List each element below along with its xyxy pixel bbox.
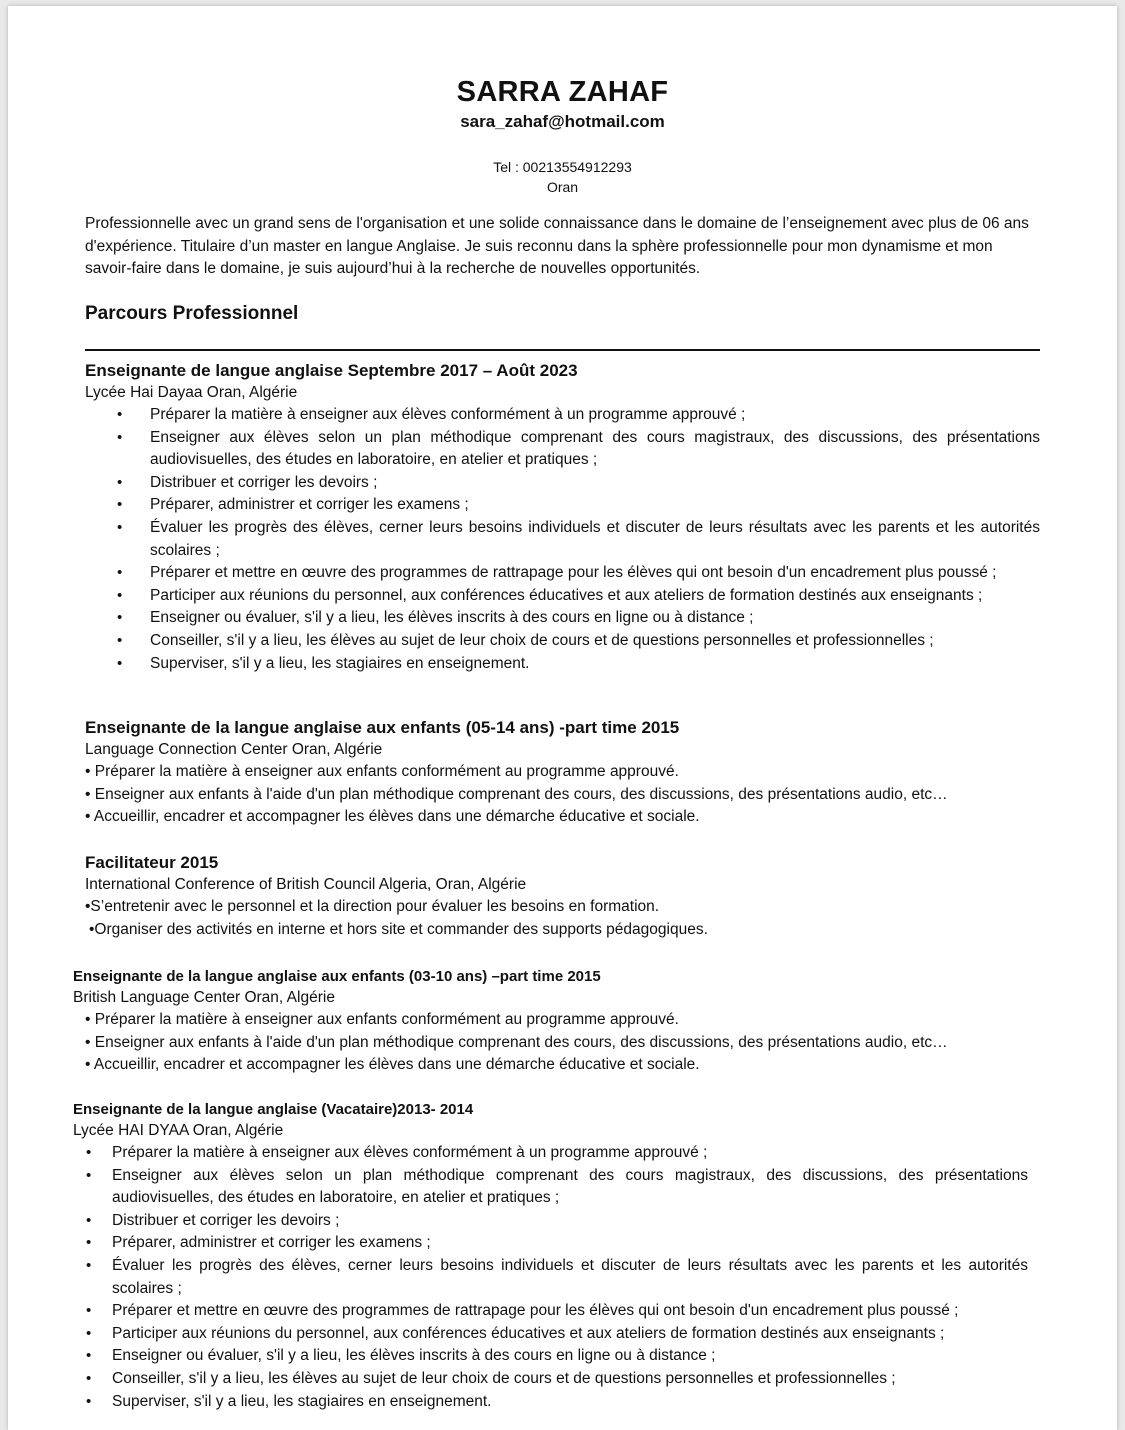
section-title: Parcours Professionnel	[85, 303, 299, 324]
list-item	[85, 585, 1040, 608]
job-duties-list	[85, 896, 1040, 941]
bullet-icon: •	[86, 1302, 92, 1320]
bullet-icon: •	[117, 496, 123, 514]
list-item	[73, 1391, 1028, 1414]
duty-text: Superviser, s'il y a lieu, les stagiaires en enseignement.	[150, 654, 530, 672]
bullet-icon: •	[86, 1324, 92, 1342]
duty-text: Enseigner aux élèves selon un plan méthodique comprenant des cours magistraux, des discussions, des présentations audiovisuelles, des études en laboratoire, en atelier et pratiques ;	[112, 1166, 1028, 1207]
list-item	[73, 1345, 1028, 1368]
list-item: • Préparer la matière à enseigner aux enfants conformément au programme approuvé.	[85, 1011, 679, 1028]
duty-text: Participer aux réunions du personnel, aux conférences éducatives et aux ateliers de formation destinés aux enseignants ;	[112, 1324, 945, 1342]
list-item	[85, 427, 1040, 472]
job-entry	[73, 1099, 1028, 1413]
bullet-icon: •	[117, 631, 123, 649]
list-item: • Accueillir, encadrer et accompagner les élèves dans une démarche éducative et sociale.	[85, 1056, 700, 1073]
duty-text: Participer aux réunions du personnel, aux conférences éducatives et aux ateliers de formation destinés aux enseignants ;	[150, 586, 983, 604]
duty-text: Enseigner ou évaluer, s'il y a lieu, les élèves inscrits à des cours en ligne ou à distance ;	[112, 1347, 716, 1365]
duty-text: Préparer et mettre en œuvre des programmes de rattrapage pour les élèves qui ont besoin d'un encadrement plus poussé ;	[150, 564, 997, 582]
job-organization: Language Connection Center Oran, Algérie	[85, 741, 383, 758]
bullet-icon: •	[117, 654, 123, 672]
job-duties-list	[73, 1009, 1040, 1077]
list-item	[85, 607, 1040, 630]
job-organization: Lycée Hai Dayaa Oran, Algérie	[85, 384, 298, 401]
list-item	[73, 1165, 1028, 1210]
bullet-icon: •	[86, 1211, 92, 1229]
list-item: • Enseigner aux enfants à l'aide d'un plan méthodique comprenant des cours, des discussions, des présentations audio, etc…	[85, 1033, 948, 1051]
list-item	[73, 1142, 1028, 1165]
job-organization: British Language Center Oran, Algérie	[73, 989, 335, 1006]
bullet-icon: •	[86, 1166, 92, 1184]
list-item	[85, 653, 1040, 676]
bullet-icon: •	[86, 1256, 92, 1274]
duty-text: Préparer et mettre en œuvre des programmes de rattrapage pour les élèves qui ont besoin d'un encadrement plus poussé ;	[112, 1302, 959, 1320]
duty-text: Distribuer et corriger les devoirs ;	[112, 1211, 340, 1229]
job-duties-list	[73, 1142, 1028, 1413]
job-entry	[73, 966, 1040, 1077]
duty-text: Conseiller, s'il y a lieu, les élèves au sujet de leur choix de cours et de questions personnelles et professionnelles ;	[150, 631, 934, 649]
resume-page	[8, 6, 1117, 1430]
job-title: Enseignante de la langue anglaise aux enfants (03-10 ans) –part time 2015	[73, 968, 601, 985]
list-item	[73, 1323, 1028, 1346]
bullet-icon: •	[117, 428, 123, 446]
list-item: •Organiser des activités en interne et hors site et commander des supports pédagogiques.	[89, 920, 708, 938]
bullet-icon: •	[117, 406, 123, 423]
job-entry	[85, 716, 1040, 829]
duty-text: Conseiller, s'il y a lieu, les élèves au sujet de leur choix de cours et de questions personnelles et professionnelles ;	[112, 1369, 896, 1387]
duty-text: Évaluer les progrès des élèves, cerner leurs besoins individuels et discuter de leurs résultats avec les parents et les autorités scolaires ;	[112, 1256, 1028, 1297]
duty-text: Préparer la matière à enseigner aux élèves conformément à un programme approuvé ;	[150, 406, 746, 423]
bullet-icon: •	[117, 609, 123, 627]
duty-text: Préparer, administrer et corriger les examens ;	[150, 496, 469, 514]
list-item	[85, 404, 1040, 427]
duty-text: Préparer, administrer et corriger les examens ;	[112, 1234, 431, 1252]
list-item	[73, 1232, 1028, 1255]
phone-number: Tel : 00213554912293	[493, 159, 632, 175]
list-item	[85, 562, 1040, 585]
bullet-icon: •	[117, 564, 123, 582]
job-organization: International Conference of British Council Algeria, Oran, Algérie	[85, 876, 527, 893]
list-item: • Préparer la matière à enseigner aux enfants conformément au programme approuvé.	[85, 763, 679, 780]
bullet-icon: •	[117, 473, 123, 491]
bullet-icon: •	[86, 1392, 92, 1410]
bullet-icon: •	[86, 1369, 92, 1387]
professional-summary: Professionnelle avec un grand sens de l'organisation et une solide connaissance dans le domaine de l’enseignement avec plus de 06 ans d'expérience. Titulaire d’un master en langue Anglaise. Je suis reconnu dans la sphère professionnelle pour mon dynamisme et mon savoir-faire dans le domaine, je suis aujourd’hui à la recherche de nouvelles opportunités.	[85, 215, 1029, 277]
duty-text: Préparer la matière à enseigner aux élèves conformément à un programme approuvé ;	[112, 1144, 708, 1161]
email-address: sara_zahaf@hotmail.com	[460, 112, 665, 131]
job-entry	[85, 851, 1040, 941]
candidate-name: SARRA ZAHAF	[456, 76, 669, 108]
duty-text: Enseigner ou évaluer, s'il y a lieu, les élèves inscrits à des cours en ligne ou à distance ;	[150, 609, 754, 627]
list-item	[73, 1210, 1028, 1233]
duty-text: Enseigner aux élèves selon un plan méthodique comprenant des cours magistraux, des discussions, des présentations audiovisuelles, des études en laboratoire, en atelier et pratiques ;	[150, 428, 1040, 469]
bullet-icon: •	[86, 1144, 92, 1161]
list-item	[73, 1255, 1028, 1300]
list-item	[85, 630, 1040, 653]
list-item: • Accueillir, encadrer et accompagner les élèves dans une démarche éducative et sociale.	[85, 808, 700, 825]
job-duties-list	[85, 761, 1040, 829]
section-divider	[85, 349, 1040, 351]
bullet-icon: •	[86, 1234, 92, 1252]
list-item	[85, 517, 1040, 562]
job-title: Enseignante de la langue anglaise aux enfants (05-14 ans) -part time 2015	[85, 718, 680, 737]
bullet-icon: •	[117, 586, 123, 604]
job-entry	[85, 359, 1040, 675]
list-item	[73, 1368, 1028, 1391]
list-item	[85, 472, 1040, 495]
job-title: Enseignante de la langue anglaise (Vacataire)2013- 2014	[73, 1101, 474, 1118]
bullet-icon: •	[117, 518, 123, 536]
list-item: • Enseigner aux enfants à l'aide d'un plan méthodique comprenant des cours, des discussions, des présentations audio, etc…	[85, 785, 948, 803]
job-organization: Lycée HAI DYAA Oran, Algérie	[73, 1122, 284, 1139]
duty-text: Distribuer et corriger les devoirs ;	[150, 473, 378, 491]
list-item: •S’entretenir avec le personnel et la direction pour évaluer les besoins en formation.	[85, 898, 660, 915]
list-item	[73, 1300, 1028, 1323]
bullet-icon: •	[86, 1347, 92, 1365]
job-title: Facilitateur 2015	[85, 853, 219, 872]
duty-text: Superviser, s'il y a lieu, les stagiaires en enseignement.	[112, 1392, 492, 1410]
job-title: Enseignante de langue anglaise Septembre 2017 – Août 2023	[85, 361, 578, 380]
duty-text: Évaluer les progrès des élèves, cerner leurs besoins individuels et discuter de leurs résultats avec les parents et les autorités scolaires ;	[150, 518, 1040, 559]
list-item	[85, 494, 1040, 517]
city: Oran	[546, 179, 579, 195]
job-duties-list	[85, 404, 1040, 675]
